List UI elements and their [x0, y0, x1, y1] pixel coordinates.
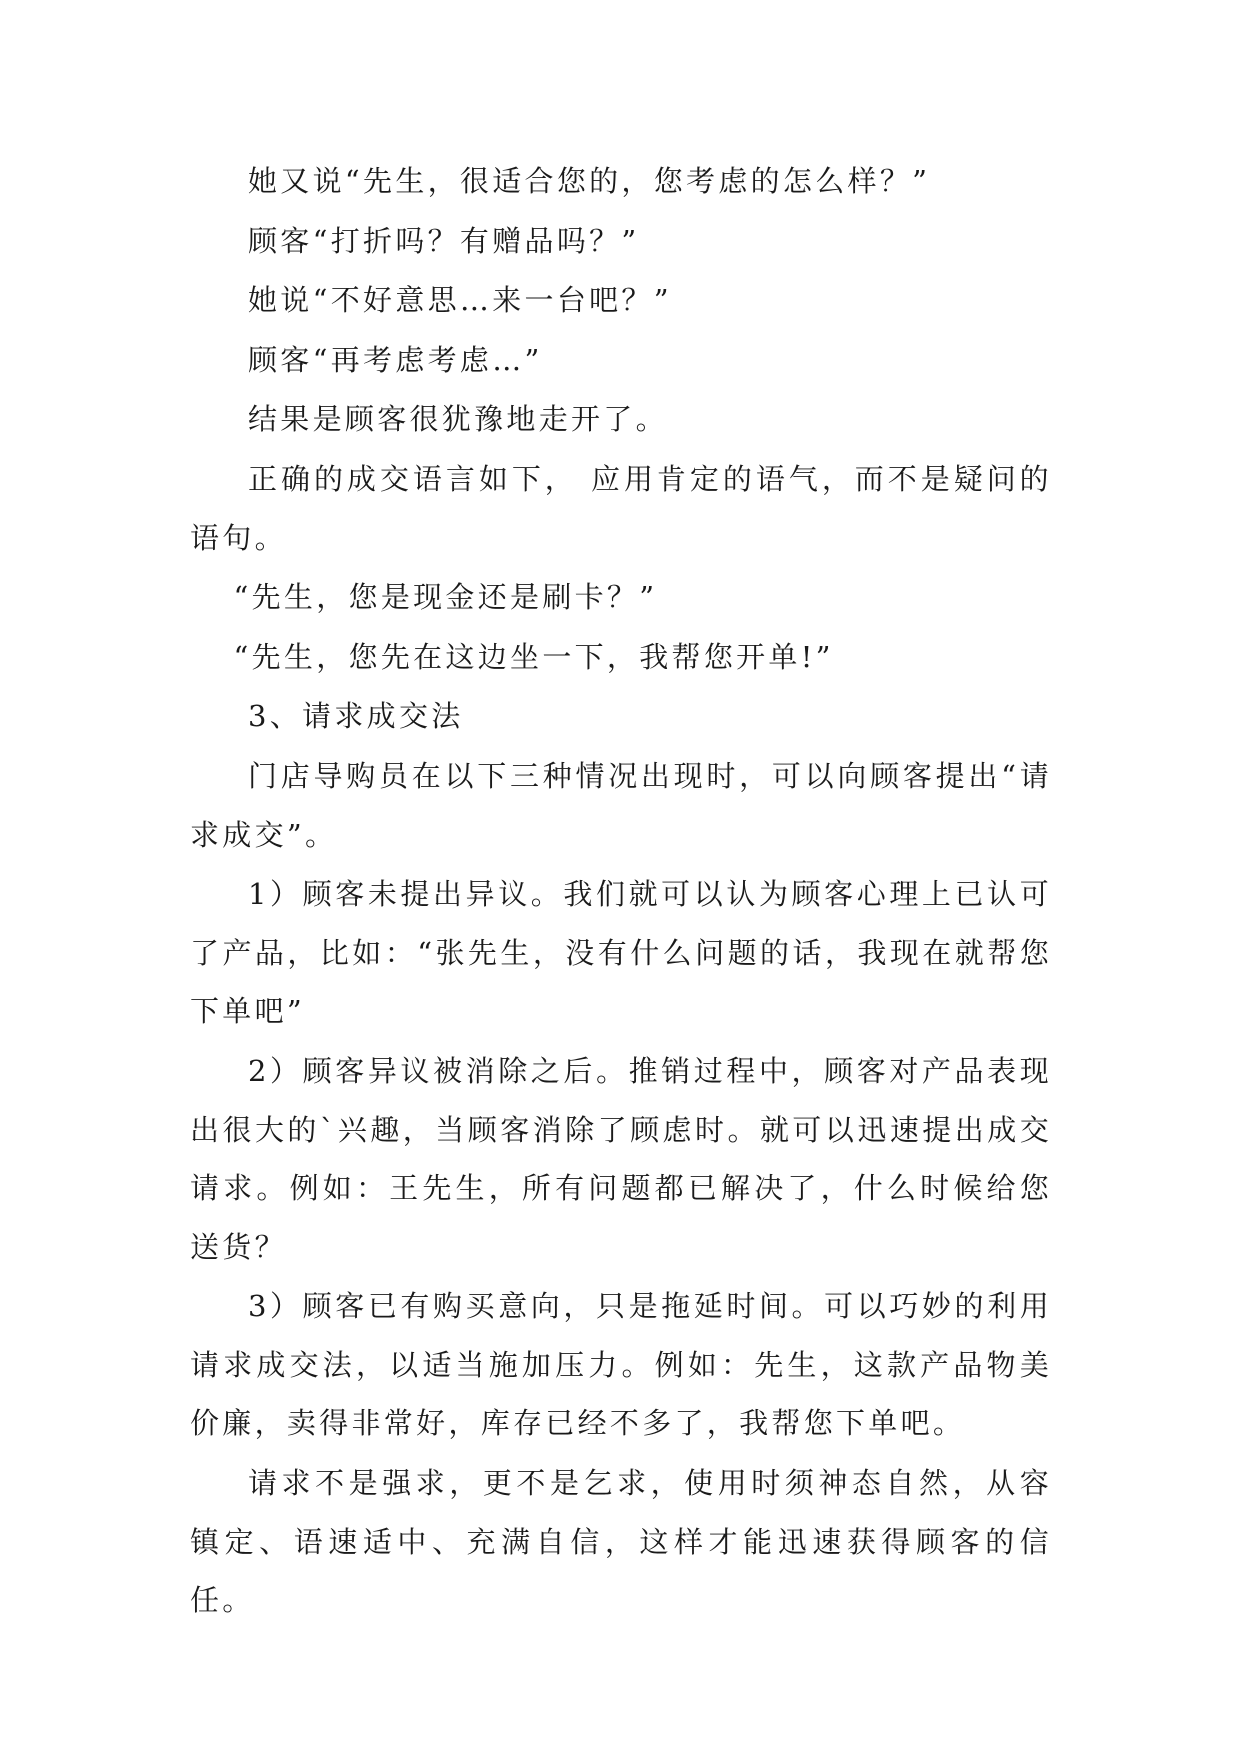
list-item: 1）顾客未提出异议。我们就可以认为顾客心理上已认可了产品，比如：“张先生，没有什么问题的话，我现在就帮您下单吧” [190, 877, 1052, 1029]
section-heading: 3、请求成交法 [248, 699, 464, 734]
example-quote: “先生，您先在这边坐一下，我帮您开单!” [233, 639, 834, 674]
list-item: 2）顾客异议被消除之后。推销过程中，顾客对产品表现出很大的`兴趣，当顾客消除了顾虑时。就可以迅速提出成交请求。例如：王先生，所有问题都已解决了，什么时候给您送货？ [190, 1053, 1052, 1264]
document-page [190, 152, 1052, 1631]
example-quote: “先生，您是现金还是刷卡？” [233, 580, 658, 615]
dialogue-line: 顾客“打折吗？有赠品吗？” [248, 223, 640, 258]
body-paragraph: 结果是顾客很犹豫地走开了。 [248, 402, 668, 437]
body-paragraph: 正确的成交语言如下， 应用肯定的语气，而不是疑问的语句。 [190, 461, 1052, 555]
dialogue-line: 她又说“先生，很适合您的，您考虑的怎么样？” [248, 164, 931, 198]
list-item: 3）顾客已有购买意向，只是拖延时间。可以巧妙的利用请求成交法，以适当施加压力。例如：先生，这款产品物美价廉，卖得非常好，库存已经不多了，我帮您下单吧。 [190, 1289, 1052, 1441]
dialogue-line: 顾客“再考虑考虑…” [248, 342, 543, 377]
body-paragraph: 门店导购员在以下三种情况出现时，可以向顾客提出“请求成交”。 [190, 758, 1052, 852]
body-paragraph: 请求不是强求，更不是乞求，使用时须神态自然，从容镇定、语速适中、充满自信，这样才能迅速获得顾客的信任。 [190, 1466, 1052, 1618]
dialogue-line: 她说“不好意思…来一台吧？” [248, 283, 672, 318]
